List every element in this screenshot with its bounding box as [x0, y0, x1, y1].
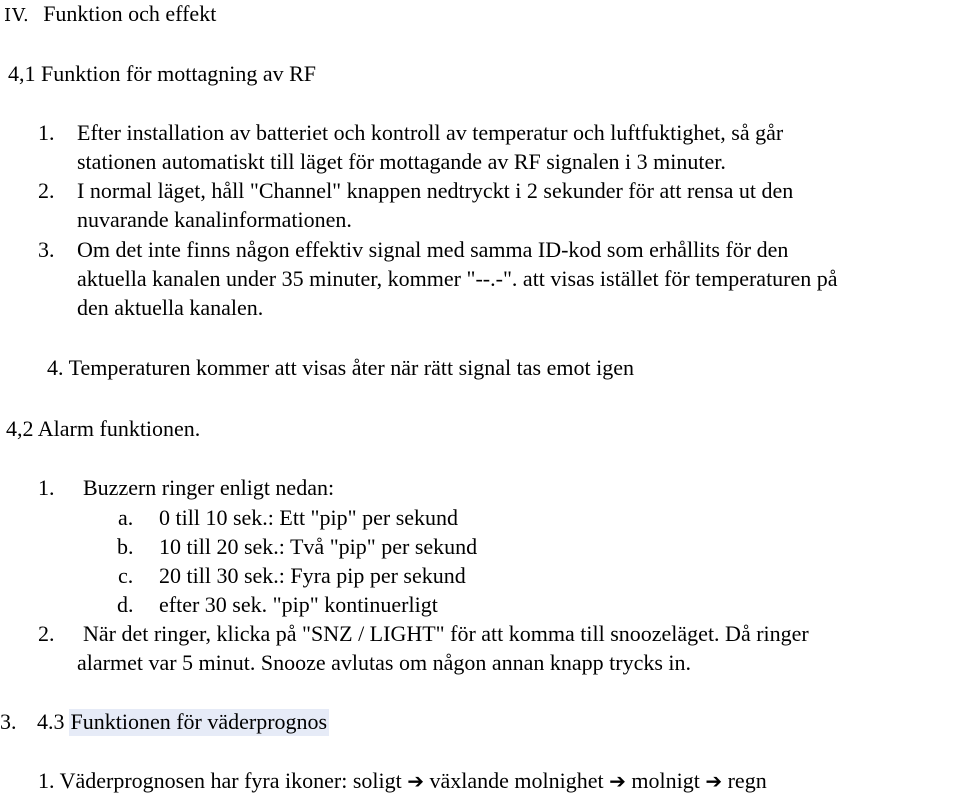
right-arrow-icon: ➔: [407, 769, 424, 793]
rf-item-2-line-1: I normal läget, håll "Channel" knappen nedtryckt i 2 sekunder för att rensa ut den: [77, 178, 794, 203]
weather-state-variable-clouds: växlande molnighet: [429, 768, 604, 793]
alarm-item-1-text: Buzzern ringer enligt nedan:: [83, 475, 335, 500]
section-header: [4, 1, 216, 29]
alarm-item-2-line-1: När det ringer, klicka på "SNZ / LIGHT" för att komma till snoozeläget. Då ringer: [83, 621, 809, 646]
rf-item-4: 4. Temperaturen kommer att visas åter när rätt signal tas emot igen: [47, 355, 634, 380]
weather-heading-number: 4.3: [37, 709, 65, 734]
rf-item-1-line-2: stationen automatiskt till läget för mottagande av RF signalen i 3 minuter.: [77, 149, 726, 174]
alarm-subitem-d-text: efter 30 sek. "pip" kontinuerligt: [159, 592, 438, 617]
alarm-item-1-number: 1.: [38, 475, 55, 500]
rf-item-3-number: 3.: [38, 237, 55, 262]
alarm-subitem-a-letter: a.: [118, 505, 134, 530]
alarm-subitem-b-letter: b.: [117, 534, 134, 559]
weather-list-number: 3.: [0, 709, 17, 734]
rf-item-2-number: 2.: [38, 178, 55, 203]
rf-item-3-line-1: Om det inte finns någon effektiv signal med samma ID-kod som erhållits för den: [77, 237, 789, 262]
weather-item-1: [38, 768, 767, 794]
alarm-item-2-number: 2.: [38, 621, 55, 646]
alarm-heading: 4,2 Alarm funktionen.: [6, 416, 201, 441]
alarm-item-2-line-2: alarmet var 5 minut. Snooze avlutas om någon annan knapp trycks in.: [77, 650, 692, 675]
alarm-subitem-a-text: 0 till 10 sek.: Ett "pip" per sekund: [159, 505, 459, 530]
weather-item-1-prefix: 1. Väderprognosen har fyra ikoner: soligt: [38, 768, 402, 793]
weather-state-cloudy: molnigt: [631, 768, 700, 793]
alarm-subitem-c-text: 20 till 30 sek.: Fyra pip per sekund: [159, 563, 466, 588]
weather-heading: Funktionen för väderprognos: [70, 709, 328, 734]
rf-item-1-line-1: Efter installation av batteriet och kontroll av temperatur och luftfuktighet, så går: [77, 120, 784, 145]
rf-item-1-number: 1.: [38, 120, 55, 145]
rf-item-3-line-2: aktuella kanalen under 35 minuter, kommer "--.-". att visas istället för temperaturen på: [77, 266, 838, 291]
weather-heading-row: [37, 709, 329, 735]
right-arrow-icon: ➔: [609, 769, 626, 793]
alarm-subitem-d-letter: d.: [117, 592, 134, 617]
rf-heading: 4,1 Funktion för mottagning av RF: [8, 61, 316, 86]
rf-item-3-line-3: den aktuella kanalen.: [77, 295, 264, 320]
alarm-subitem-b-text: 10 till 20 sek.: Två "pip" per sekund: [159, 534, 478, 559]
alarm-subitem-c-letter: c.: [118, 563, 134, 588]
weather-state-rain: regn: [727, 768, 767, 793]
section-number: IV.: [4, 5, 30, 26]
right-arrow-icon: ➔: [705, 769, 723, 793]
rf-item-2-line-2: nuvarande kanalinformationen.: [77, 207, 352, 232]
section-title: Funktion och effekt: [43, 1, 217, 26]
